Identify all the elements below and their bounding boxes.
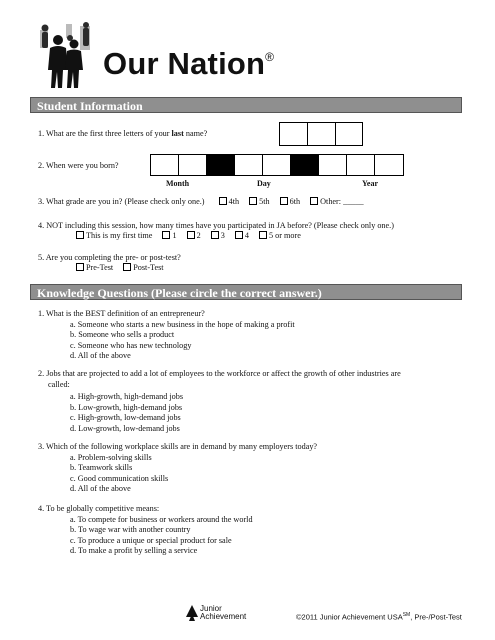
question-5-options xyxy=(76,263,172,273)
test-option-pre[interactable]: Pre-Test xyxy=(76,263,113,272)
label-year: Year xyxy=(362,179,378,188)
checkbox-icon xyxy=(219,197,227,205)
month-box-2[interactable] xyxy=(178,154,207,176)
answer-option[interactable]: a. High-growth, high-demand jobs xyxy=(70,392,184,401)
checkbox-icon xyxy=(310,197,318,205)
checkbox-icon xyxy=(249,197,257,205)
letter-box-3[interactable] xyxy=(335,122,363,146)
year-box-3[interactable] xyxy=(374,154,404,176)
checkbox-icon xyxy=(76,263,84,271)
day-box-1[interactable] xyxy=(234,154,263,176)
answer-option[interactable]: a. Someone who starts a new business in the hope of making a profit xyxy=(70,319,295,329)
answer-option[interactable]: d. To make a profit by selling a service xyxy=(70,546,198,555)
checkbox-icon xyxy=(235,231,243,239)
ja-option-first-time[interactable]: This is my first time xyxy=(76,231,152,240)
label-month: Month xyxy=(166,179,190,188)
grade-option-5th[interactable]: 5th xyxy=(249,197,269,206)
ja-option-1[interactable]: 1 xyxy=(162,231,176,240)
grade-option-4th[interactable]: 4th xyxy=(219,197,239,206)
answer-option[interactable]: d. All of the above xyxy=(70,484,131,493)
test-option-post[interactable]: Post-Test xyxy=(123,263,163,272)
section-header-student-information: Student Information xyxy=(30,97,462,113)
question-4-options xyxy=(76,231,309,241)
checkbox-icon xyxy=(187,231,195,239)
answer-option[interactable]: c. Someone who has new technology xyxy=(70,340,192,350)
grade-option-other[interactable]: Other: _____ xyxy=(310,197,363,206)
question-5: 5. Are you completing the pre- or post-test? xyxy=(38,253,181,262)
ja-option-3[interactable]: 3 xyxy=(211,231,225,240)
answer-option[interactable]: b. Low-growth, high-demand jobs xyxy=(70,402,183,412)
answer-option[interactable]: b. Someone who sells a product xyxy=(70,330,175,339)
junior-achievement-logo: Junior Achievement xyxy=(186,603,256,623)
checkbox-icon xyxy=(162,231,170,239)
ja-option-4[interactable]: 4 xyxy=(235,231,249,240)
date-separator xyxy=(206,154,235,176)
letter-box-2[interactable] xyxy=(307,122,336,146)
ja-mark-icon xyxy=(186,605,198,621)
ja-option-5-or-more[interactable]: 5 or more xyxy=(259,231,301,240)
knowledge-question-2: 2. Jobs that are projected to add a lot of employees to the workforce or affect the growth of other industries are called: a. High-growth, high-demand jobs b. Low-growth, high-demand jobs c. High-growth, low-demand jobs d. Low-growth, low-demand jobs xyxy=(38,369,401,433)
date-separator xyxy=(290,154,319,176)
label-day: Day xyxy=(257,179,271,188)
grade-option-6th[interactable]: 6th xyxy=(280,197,300,206)
checkbox-icon xyxy=(123,263,131,271)
answer-option[interactable]: a. To compete for business or workers around the world xyxy=(70,514,253,524)
day-box-2[interactable] xyxy=(262,154,291,176)
copyright-text: ©2011 Junior Achievement USA℠, Pre-/Post-Test xyxy=(296,612,462,622)
answer-option[interactable]: a. Problem-solving skills xyxy=(70,452,152,462)
checkbox-icon xyxy=(259,231,267,239)
section-header-knowledge-questions: Knowledge Questions (Please circle the correct answer.) xyxy=(30,284,462,300)
knowledge-question-3: 3. Which of the following workplace skills are in demand by many employers today? a. Problem-solving skills b. Teamwork skills c. Good communication skills d. All of the above xyxy=(38,442,318,493)
page-title: Our Nation® xyxy=(103,46,275,81)
answer-option[interactable]: d. Low-growth, low-demand jobs xyxy=(70,423,180,433)
checkbox-icon xyxy=(280,197,288,205)
question-1: 1. What are the first three letters of your last name? xyxy=(38,129,208,138)
checkbox-icon xyxy=(211,231,219,239)
knowledge-question-4: 4. To be globally competitive means: a. To compete for business or workers around the world b. To wage war with another country c. To produce a unique or special product for sale d. To make a profit by selling a service xyxy=(38,504,253,555)
year-box-1[interactable] xyxy=(318,154,347,176)
question-3: 3. What grade are you in? (Please check only one.) 4th 5th 6th Other: _____ xyxy=(38,197,364,206)
question-4: 4. NOT including this session, how many times have you participated in JA before? (Please check only one.) xyxy=(38,221,394,230)
checkbox-icon xyxy=(76,231,84,239)
answer-option[interactable]: b. To wage war with another country xyxy=(70,525,191,534)
month-box-1[interactable] xyxy=(150,154,179,176)
question-2: 2. When were you born? xyxy=(38,161,119,170)
year-box-2[interactable] xyxy=(346,154,375,176)
answer-option[interactable]: b. Teamwork skills xyxy=(70,463,133,472)
people-silhouette-logo xyxy=(36,20,98,90)
answer-option[interactable]: d. All of the above xyxy=(70,351,131,360)
birth-date-boxes xyxy=(150,154,404,176)
answer-option[interactable]: c. Good communication skills xyxy=(70,473,169,483)
letter-box-1[interactable] xyxy=(279,122,308,146)
last-name-letter-boxes xyxy=(279,122,363,146)
answer-option[interactable]: c. High-growth, low-demand jobs xyxy=(70,413,181,422)
ja-option-2[interactable]: 2 xyxy=(187,231,201,240)
answer-option[interactable]: c. To produce a unique or special product for sale xyxy=(70,535,232,545)
knowledge-question-1: 1. What is the BEST definition of an entrepreneur? a. Someone who starts a new business in the hope of making a profit b. Someone who sells a product c. Someone who has new technology d. All of the above xyxy=(38,309,295,360)
